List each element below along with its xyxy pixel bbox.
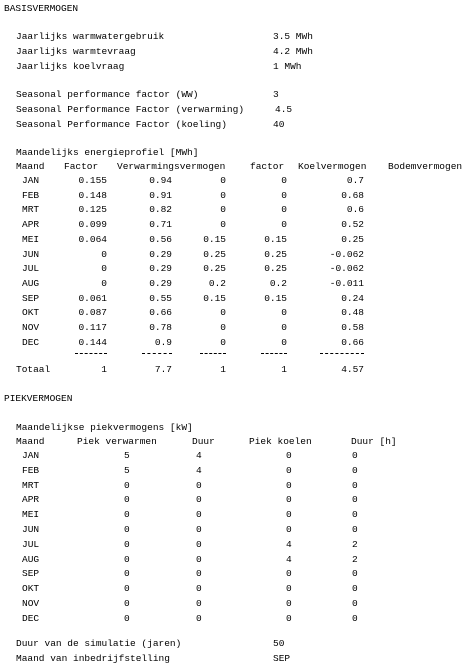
piek-row-verwarmen: 0	[124, 509, 130, 521]
profile-row-c3: 0.25	[203, 263, 226, 275]
piek-row-month: JAN	[22, 450, 40, 461]
profile-row-factor-2: 0	[281, 204, 287, 216]
separator-koelvermogen	[320, 353, 364, 354]
profile-row-c3: 0.15	[203, 233, 226, 245]
profile-row-factor-2: 0	[281, 322, 287, 333]
profile-row-month: APR	[22, 219, 40, 231]
piek-row-duur: 0	[196, 524, 202, 535]
profile-row-verwarming: 0.71	[149, 219, 172, 231]
piek-row-koelen: 0	[286, 494, 292, 506]
profile-header-verwarmingsvermogen: Verwarmingsvermogen	[117, 161, 226, 172]
profile-row-koelvermogen: 0.58	[341, 322, 364, 333]
profile-row-factor: 0.148	[78, 189, 107, 201]
piek-row-duur-h: 0	[352, 494, 358, 506]
piek-row-duur-h: 0	[352, 568, 358, 580]
profile-row-month: OKT	[22, 307, 40, 319]
piek-row-month: AUG	[22, 553, 40, 565]
profile-row-verwarming: 0.66	[149, 307, 172, 319]
profile-row-month: NOV	[22, 322, 40, 333]
piek-row-koelen: 0	[286, 524, 292, 535]
profile-row-verwarming: 0.29	[149, 248, 172, 260]
piek-row-koelen: 0	[286, 568, 292, 580]
piek-row-verwarmen: 0	[124, 568, 130, 580]
profile-row-factor: 0.064	[78, 233, 107, 245]
piek-header-duur: Duur	[192, 436, 215, 447]
profile-row-month: JAN	[22, 175, 40, 186]
piek-row-duur: 0	[196, 553, 202, 565]
piek-row-month: NOV	[22, 598, 40, 609]
piek-row-verwarmen: 0	[124, 553, 130, 565]
profile-row-factor-2: 0.15	[264, 292, 287, 304]
profile-row-factor: 0.155	[78, 175, 107, 186]
profile-row-factor: 0.144	[78, 336, 107, 348]
profile-row-verwarming: 0.29	[149, 277, 172, 289]
profile-row-verwarming: 0.55	[149, 292, 172, 304]
separator-factor	[75, 353, 107, 354]
profile-row-koelvermogen: 0.24	[341, 292, 364, 304]
profile-row-factor: 0	[101, 277, 107, 289]
piek-row-duur: 0	[196, 598, 202, 609]
profile-row-verwarming: 0.94	[149, 175, 172, 186]
piek-row-duur-h: 0	[352, 612, 358, 624]
separator-c3	[200, 353, 226, 354]
piek-row-koelen: 0	[286, 598, 292, 609]
piek-row-duur: 0	[196, 612, 202, 624]
profile-row-c3: 0	[220, 322, 226, 333]
piek-row-koelen: 0	[286, 479, 292, 491]
separator-verwarming	[142, 353, 172, 354]
piek-row-month: FEB	[22, 464, 40, 476]
footer-label-duur: Duur van de simulatie (jaren)	[16, 638, 182, 649]
piek-row-month: SEP	[22, 568, 40, 580]
profile-header-koelvermogen: Koelvermogen	[298, 161, 367, 172]
profile-row-factor: 0.099	[78, 219, 107, 231]
total-verwarming: 7.7	[154, 364, 172, 375]
piek-row-duur-h: 0	[352, 583, 358, 595]
profile-row-factor: 0.087	[78, 307, 107, 319]
basis-value-koelvraag: 1 MWh	[273, 61, 302, 72]
profile-row-koelvermogen: 0.6	[346, 204, 364, 216]
profile-row-verwarming: 0.56	[149, 233, 172, 245]
profile-row-c3: 0	[220, 307, 226, 319]
piek-row-koelen: 0	[286, 450, 292, 461]
piek-row-duur: 0	[196, 568, 202, 580]
piek-row-duur-h: 0	[352, 509, 358, 521]
profile-row-c3: 0.25	[203, 248, 226, 260]
profile-row-factor-2: 0	[281, 219, 287, 231]
profile-row-c3: 0	[220, 175, 226, 186]
piek-row-verwarmen: 0	[124, 612, 130, 624]
basis-value-warmwater: 3.5 MWh	[273, 31, 313, 42]
profile-row-factor-2: 0.2	[269, 277, 287, 289]
spf-label-ww: Seasonal performance factor (WW)	[16, 89, 199, 100]
piek-header-duur-h: Duur [h]	[351, 436, 397, 447]
profile-row-koelvermogen: 0.7	[346, 175, 364, 186]
piek-row-duur: 0	[196, 509, 202, 521]
profile-row-month: AUG	[22, 277, 40, 289]
profile-header-factor: Factor	[64, 161, 99, 172]
profile-row-verwarming: 0.91	[149, 189, 172, 201]
basis-section-title: BASISVERMOGEN	[4, 3, 79, 14]
piek-row-verwarmen: 5	[124, 464, 130, 476]
profile-row-factor-2: 0	[281, 175, 287, 186]
profile-row-c3: 0.2	[208, 277, 226, 289]
profile-row-koelvermogen: 0.48	[341, 307, 364, 319]
profile-row-month: SEP	[22, 292, 40, 304]
profile-row-verwarming: 0.82	[149, 204, 172, 216]
profile-row-factor-2: 0	[281, 307, 287, 319]
piek-row-duur-h: 0	[352, 598, 358, 609]
total-label: Totaal	[16, 364, 51, 375]
piek-row-verwarmen: 0	[124, 538, 130, 550]
footer-value-maand: SEP	[273, 653, 291, 664]
profile-row-factor: 0	[101, 263, 107, 275]
footer-value-duur: 50	[273, 638, 285, 649]
profile-row-factor-2: 0.25	[264, 263, 287, 275]
piek-header-maand: Maand	[16, 436, 45, 447]
total-factor: 1	[101, 364, 107, 375]
piek-row-verwarmen: 5	[124, 450, 130, 461]
profile-row-factor-2: 0.15	[264, 233, 287, 245]
piek-row-verwarmen: 0	[124, 598, 130, 609]
profile-row-factor: 0	[101, 248, 107, 260]
piek-row-koelen: 0	[286, 509, 292, 521]
piek-row-month: JUL	[22, 538, 40, 550]
piek-row-duur: 0	[196, 538, 202, 550]
piek-row-duur-h: 0	[352, 464, 358, 476]
profile-row-month: JUL	[22, 263, 40, 275]
piek-row-duur-h: 2	[352, 538, 358, 550]
profile-row-verwarming: 0.9	[154, 336, 172, 348]
profile-header-bodemvermogen: Bodemvermogen	[388, 161, 463, 172]
profile-header-factor-2: factor	[250, 161, 285, 172]
piek-row-month: DEC	[22, 612, 40, 624]
profile-row-koelvermogen: -0.062	[329, 263, 364, 275]
piek-header-piek-verwarmen: Piek verwarmen	[77, 436, 157, 447]
piek-row-koelen: 4	[286, 553, 292, 565]
profile-row-koelvermogen: 0.68	[341, 189, 364, 201]
profile-row-koelvermogen: -0.062	[329, 248, 364, 260]
piek-row-duur-h: 0	[352, 524, 358, 535]
piek-row-month: MRT	[22, 479, 40, 491]
piek-row-month: APR	[22, 494, 40, 506]
total-factor-2: 1	[281, 364, 287, 375]
basis-label-warmtevraag: Jaarlijks warmtevraag	[16, 46, 136, 57]
piek-row-duur: 0	[196, 479, 202, 491]
spf-label-verwarming: Seasonal Performance Factor (verwarming)	[16, 104, 245, 115]
piek-row-verwarmen: 0	[124, 524, 130, 535]
piek-row-duur-h: 0	[352, 450, 358, 461]
spf-value-ww: 3	[273, 89, 279, 100]
separator-factor-2	[261, 353, 287, 354]
piek-row-verwarmen: 0	[124, 494, 130, 506]
profile-row-koelvermogen: 0.66	[341, 336, 364, 348]
profile-row-month: DEC	[22, 336, 40, 348]
profile-row-verwarming: 0.78	[149, 322, 172, 333]
profile-row-factor: 0.125	[78, 204, 107, 216]
profile-row-koelvermogen: 0.25	[341, 233, 364, 245]
piek-row-duur: 4	[196, 464, 202, 476]
profile-header-maand: Maand	[16, 161, 45, 172]
profile-row-koelvermogen: -0.011	[329, 277, 364, 289]
piek-row-koelen: 0	[286, 464, 292, 476]
piek-row-koelen: 0	[286, 583, 292, 595]
spf-label-koeling: Seasonal Performance Factor (koeling)	[16, 119, 227, 130]
spf-value-verwarming: 4.5	[275, 104, 293, 115]
profile-row-factor: 0.061	[78, 292, 107, 304]
piek-row-month: MEI	[22, 509, 40, 521]
piek-row-koelen: 0	[286, 612, 292, 624]
profile-row-koelvermogen: 0.52	[341, 219, 364, 231]
total-koelvermogen: 4.57	[341, 364, 364, 375]
footer-label-maand: Maand van inbedrijfstelling	[16, 653, 170, 664]
spf-value-koeling: 40	[273, 119, 285, 130]
profile-row-c3: 0	[220, 204, 226, 216]
piek-row-koelen: 4	[286, 538, 292, 550]
profile-title: Maandelijks energieprofiel [MWh]	[16, 147, 199, 158]
piek-row-month: OKT	[22, 583, 40, 595]
profile-row-c3: 0.15	[203, 292, 226, 304]
basis-label-koelvraag: Jaarlijks koelvraag	[16, 61, 125, 72]
profile-row-factor-2: 0	[281, 189, 287, 201]
total-c3: 1	[220, 364, 226, 375]
piek-row-duur-h: 0	[352, 479, 358, 491]
piek-subtitle: Maandelijkse piekvermogens [kW]	[16, 422, 193, 433]
profile-row-c3: 0	[220, 219, 226, 231]
piek-section-title: PIEKVERMOGEN	[4, 393, 73, 404]
piek-row-duur-h: 2	[352, 553, 358, 565]
basis-label-warmwater: Jaarlijks warmwatergebruik	[16, 31, 165, 42]
piek-row-verwarmen: 0	[124, 479, 130, 491]
piek-row-duur: 0	[196, 494, 202, 506]
profile-row-verwarming: 0.29	[149, 263, 172, 275]
piek-row-verwarmen: 0	[124, 583, 130, 595]
profile-row-month: MRT	[22, 204, 40, 216]
profile-row-factor-2: 0	[281, 336, 287, 348]
profile-row-month: JUN	[22, 248, 40, 260]
piek-header-piek-koelen: Piek koelen	[249, 436, 312, 447]
profile-row-c3: 0	[220, 336, 226, 348]
profile-row-month: FEB	[22, 189, 40, 201]
piek-row-duur: 4	[196, 450, 202, 461]
basis-value-warmtevraag: 4.2 MWh	[273, 46, 313, 57]
profile-row-factor: 0.117	[78, 322, 107, 333]
piek-row-duur: 0	[196, 583, 202, 595]
profile-row-month: MEI	[22, 233, 40, 245]
piek-row-month: JUN	[22, 524, 40, 535]
profile-row-factor-2: 0.25	[264, 248, 287, 260]
profile-row-c3: 0	[220, 189, 226, 201]
